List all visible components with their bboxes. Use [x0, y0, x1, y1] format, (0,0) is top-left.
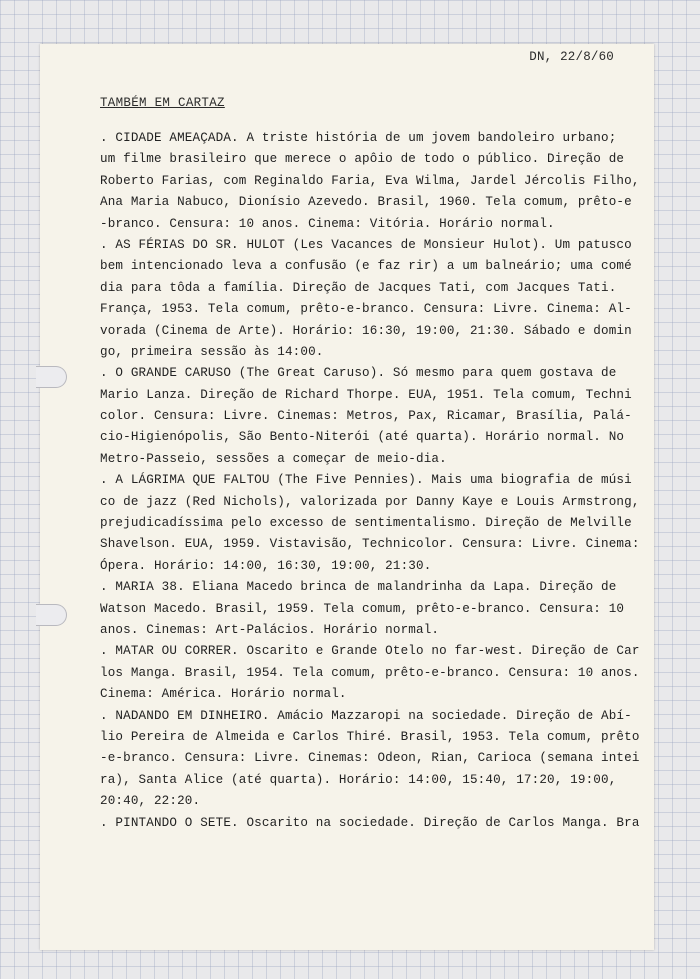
- text-line: anos. Cinemas: Art-Palácios. Horário normal.: [100, 622, 440, 637]
- text-line: Ópera. Horário: 14:00, 16:30, 19:00, 21:30.: [100, 558, 432, 573]
- text-line: dia para tôda a família. Direção de Jacques Tati, com Jacques Tati.: [100, 280, 617, 295]
- text-line: . O GRANDE CARUSO (The Great Caruso). Só mesmo para quem gostava de: [100, 366, 617, 381]
- text-line: 20:40, 22:20.: [100, 794, 201, 809]
- text-line: Watson Macedo. Brasil, 1959. Tela comum, prêto-e-branco. Censura: 10: [100, 601, 625, 616]
- text-line: . AS FÉRIAS DO SR. HULOT (Les Vacances de Monsieur Hulot). Um patusco: [100, 237, 632, 252]
- punch-hole-bottom: [36, 604, 67, 626]
- page-title: TAMBÉM EM CARTAZ: [100, 96, 225, 110]
- text-line: bem intencionado leva a confusão (e faz rir) a um balneário; uma comé: [100, 259, 632, 274]
- typewritten-page: [40, 44, 654, 950]
- text-line: color. Censura: Livre. Cinemas: Metros, Pax, Ricamar, Brasília, Palá-: [100, 409, 632, 424]
- text-line: França, 1953. Tela comum, prêto-e-branco. Censura: Livre. Cinema: Al-: [100, 302, 632, 317]
- text-line: co de jazz (Red Nichols), valorizada por Danny Kaye e Louis Armstrong,: [100, 494, 640, 509]
- text-line: Ana Maria Nabuco, Dionísio Azevedo. Brasil, 1960. Tela comum, prêto-e: [100, 195, 632, 210]
- text-line: Mario Lanza. Direção de Richard Thorpe. EUA, 1951. Tela comum, Techni: [100, 387, 632, 402]
- text-line: . NADANDO EM DINHEIRO. Amácio Mazzaropi na sociedade. Direção de Abí-: [100, 708, 632, 723]
- text-line: Cinema: América. Horário normal.: [100, 687, 347, 702]
- text-line: . MARIA 38. Eliana Macedo brinca de malandrinha da Lapa. Direção de: [100, 580, 617, 595]
- date-reference: DN, 22/8/60: [529, 50, 614, 64]
- punch-hole-top: [36, 366, 67, 388]
- text-line: ra), Santa Alice (até quarta). Horário: 14:00, 15:40, 17:20, 19:00,: [100, 772, 617, 787]
- text-line: . A LÁGRIMA QUE FALTOU (The Five Pennies). Mais uma biografia de músi: [100, 473, 632, 488]
- text-line: cio-Higienópolis, São Bento-Niterói (até quarta). Horário normal. No: [100, 430, 625, 445]
- text-line: go, primeira sessão às 14:00.: [100, 344, 324, 359]
- text-line: los Manga. Brasil, 1954. Tela comum, prêto-e-branco. Censura: 10 anos.: [100, 665, 640, 680]
- text-line: Metro-Passeio, sessões a começar de meio-dia.: [100, 451, 447, 466]
- text-line: lio Pereira de Almeida e Carlos Thiré. Brasil, 1953. Tela comum, prêto: [100, 729, 640, 744]
- text-line: Shavelson. EUA, 1959. Vistavisão, Technicolor. Censura: Livre. Cinema:: [100, 537, 640, 552]
- text-line: . CIDADE AMEAÇADA. A triste história de um jovem bandoleiro urbano;: [100, 131, 617, 145]
- text-line: Roberto Farias, com Reginaldo Faria, Eva Wilma, Jardel Jércolis Filho,: [100, 173, 640, 188]
- listing-body: [100, 128, 640, 834]
- text-line: um filme brasileiro que merece o apôio de todo o público. Direção de: [100, 152, 625, 167]
- text-line: -branco. Censura: 10 anos. Cinema: Vitória. Horário normal.: [100, 216, 555, 231]
- text-line: . PINTANDO O SETE. Oscarito na sociedade. Direção de Carlos Manga. Bra: [100, 815, 640, 830]
- text-line: -e-branco. Censura: Livre. Cinemas: Odeon, Rian, Carioca (semana intei: [100, 751, 640, 766]
- text-line: . MATAR OU CORRER. Oscarito e Grande Otelo no far-west. Direção de Car: [100, 644, 640, 659]
- text-line: vorada (Cinema de Arte). Horário: 16:30, 19:00, 21:30. Sábado e domin: [100, 323, 632, 338]
- text-line: prejudicadíssima pelo excesso de sentimentalismo. Direção de Melville: [100, 516, 632, 531]
